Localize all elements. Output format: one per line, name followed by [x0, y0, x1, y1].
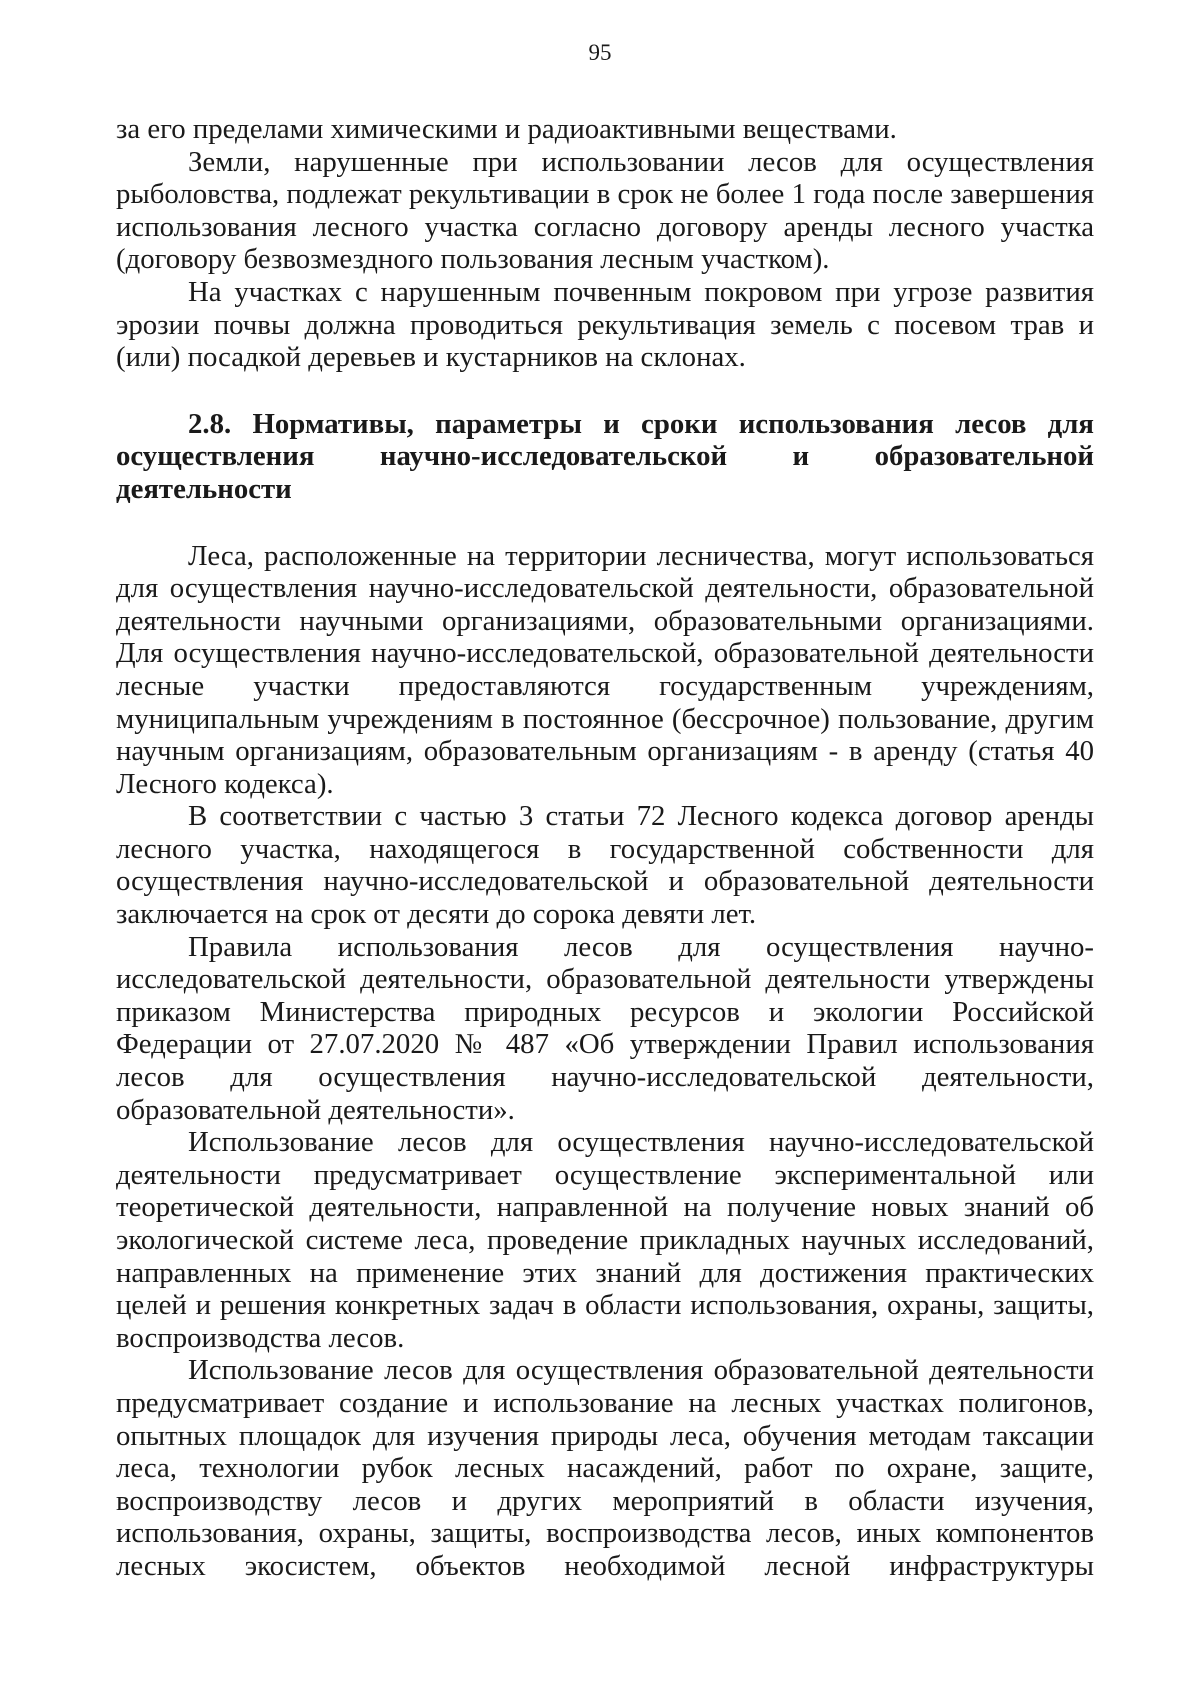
document-body [116, 113, 1094, 1583]
paragraph-rules-order: Правила использования лесов для осуществления научно-исследовательской деятельности, образовательной деятельности утверждены приказом Министерства природных ресурсов и экологии Российской Федерации от 27.07.2020 № 487 «Об утверждении Правил использования лесов для осуществления научно-исследовательской деятельности, образовательной деятельности». [116, 930, 1094, 1126]
paragraph-soil-erosion: На участках с нарушенным почвенным покровом при угрозе развития эрозии почвы должна проводиться рекультивация земель с посевом трав и (или) посадкой деревьев и кустарников на склонах. [116, 275, 1094, 374]
paragraph-education-use: Использование лесов для осуществления образовательной деятельности предусматривает создание и использование на лесных участках полигонов, опытных площадок для изучения природы леса, обучения методам таксации леса, технологии рубок лесных насаждений, работ по охране, защите, воспроизводству лесов и других мероприятий в области изучения, использования, охраны, защиты, воспроизводства лесов, иных компонентов лесных экосистем, объектов необходимой лесной инфраструктуры [116, 1354, 1094, 1582]
paragraph-continuation: за его пределами химическими и радиоактивными веществами. [116, 113, 897, 145]
page-number: 95 [588, 40, 612, 65]
paragraph-research-forests: Леса, расположенные на территории лесничества, могут использоваться для осуществления научно-исследовательской деятельности, образовательной деятельности научными организациями, образовательными организациями. Для осуществления научно-исследовательской, образовательной деятельности лесные участки предоставляются государственным учреждениям, муниципальным учреждениям в постоянное (бессрочное) пользование, другим научным организациям, образовательным организациям - в аренду (статья 40 Лесного кодекса). [116, 539, 1094, 800]
paragraph-research-use: Использование лесов для осуществления научно-исследовательской деятельности предусматривает осуществление экспериментальной или теоретической деятельности, направленной на получение новых знаний об экологической системе леса, проведение прикладных научных исследований, направленных на применение этих знаний для достижения практических целей и решения конкретных задач в области использования, охраны, защиты, воспроизводства лесов. [116, 1126, 1094, 1354]
section-heading: 2.8. Нормативы, параметры и сроки использования лесов для осуществления научно-исследовательской и образовательной деятельности [116, 407, 1094, 505]
paragraph-lease-term: В соответствии с частью 3 статьи 72 Лесного кодекса договор аренды лесного участка, находящегося в государственной собственности для осуществления научно-исследовательской и образовательной деятельности заключается на срок от десяти до сорока девяти лет. [116, 800, 1094, 931]
paragraph-land-reclamation: Земли, нарушенные при использовании лесов для осуществления рыболовства, подлежат рекультивации в срок не более 1 года после завершения использования лесного участка согласно договору аренды лесного участка (договору безвозмездного пользования лесным участком). [116, 145, 1094, 276]
